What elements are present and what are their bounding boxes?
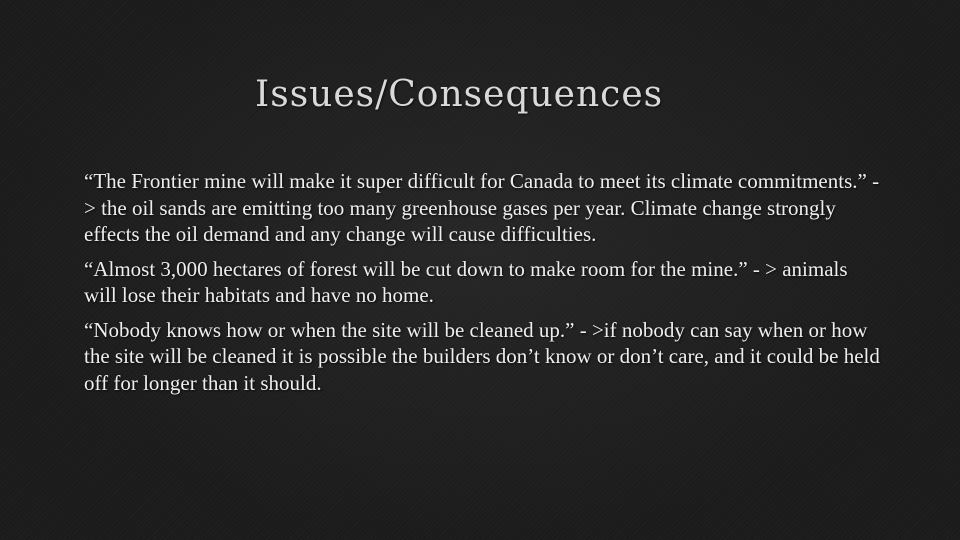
slide-body (84, 168, 884, 404)
slide-title: Issues/Consequences (255, 74, 664, 115)
bullet-paragraph-1: “The Frontier mine will make it super difficult for Canada to meet its climate commitments.” - > the oil sands are emitting too many greenhouse gases per year. Climate change strongly effects the oil demand and any change will cause difficulties. (84, 169, 880, 246)
bullet-paragraph-3: “Nobody knows how or when the site will be cleaned up.” - >if nobody can say when or how the site will be cleaned it is possible the builders don’t know or don’t care, and it could be held off for longer than it should. (84, 317, 880, 395)
bullet-paragraph-2: “Almost 3,000 hectares of forest will be cut down to make room for the mine.” - > animals will lose their habitats and have no home. (84, 256, 848, 307)
